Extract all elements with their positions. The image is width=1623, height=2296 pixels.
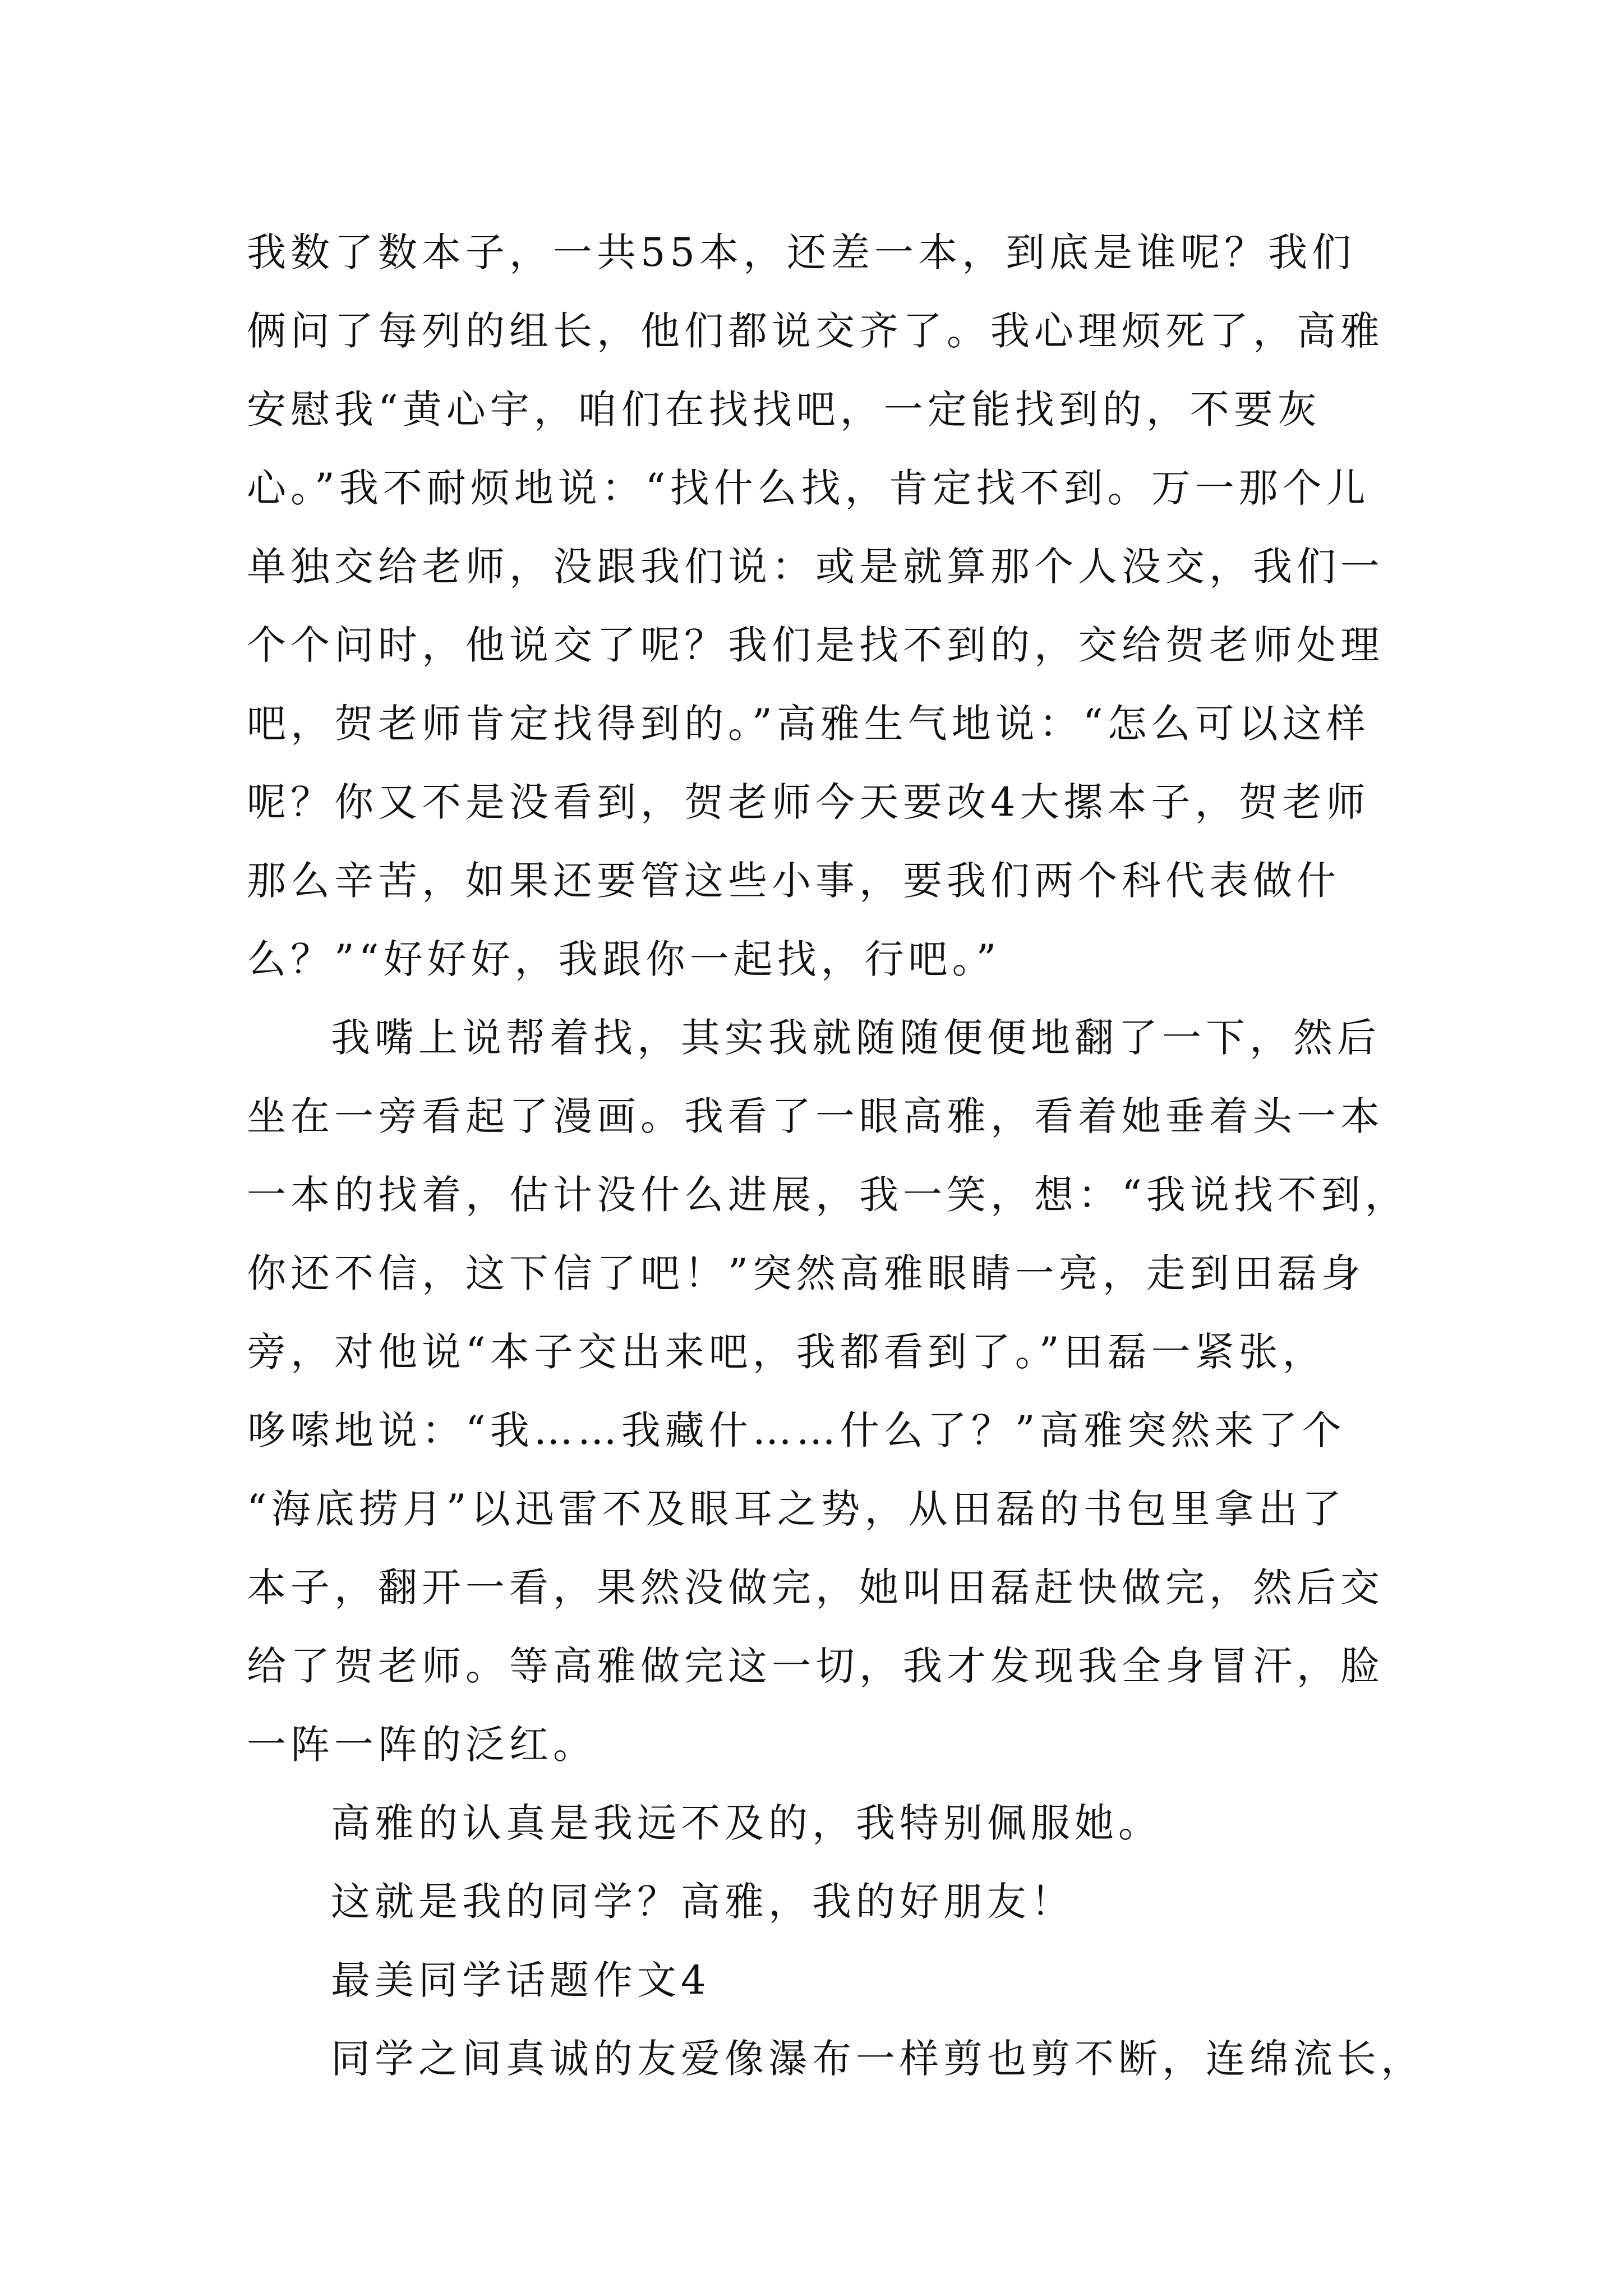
- text-line: 我数了数本子，一共55本，还差一本，到底是谁呢？我们: [247, 229, 1356, 275]
- text-line: 旁，对他说“本子交出来吧，我都看到了。”田磊一紧张，: [247, 1329, 1326, 1375]
- paragraph-start-line: 这就是我的同学？高雅，我的好朋友！: [331, 1879, 1075, 1925]
- text-line: 安慰我“黄心宇，咱们在找找吧，一定能找到的，不要灰: [247, 386, 1321, 432]
- text-line: 你还不信，这下信了吧！”突然高雅眼睛一亮，走到田磊身: [247, 1250, 1365, 1296]
- text-line: 坐在一旁看起了漫画。我看了一眼高雅，看着她垂着头一本: [247, 1093, 1384, 1139]
- text-line: 心。”我不耐烦地说：“找什么找，肯定找不到。万一那个儿: [247, 465, 1370, 511]
- paragraph-start-line: 同学之间真诚的友爱像瀑布一样剪也剪不断，连绵流长，: [331, 2036, 1424, 2082]
- text-line: 本子，翻开一看，果然没做完，她叫田磊赶快做完，然后交: [247, 1565, 1384, 1611]
- paragraph-start-line: 高雅的认真是我远不及的，我特别佩服她。: [331, 1800, 1162, 1846]
- essay-body: [247, 213, 1424, 2098]
- text-line: 一阵一阵的泛红。: [247, 1722, 597, 1768]
- text-line: 么？”“好好好，我跟你一起找，行吧。”: [247, 936, 1001, 982]
- text-line: 呢？你又不是没看到，贺老师今天要改4大摞本子，贺老师: [247, 779, 1370, 825]
- text-line: 俩问了每列的组长，他们都说交齐了。我心理烦死了，高雅: [247, 308, 1384, 354]
- text-line: 单独交给老师，没跟我们说：或是就算那个人没交，我们一: [247, 544, 1384, 590]
- text-line: 给了贺老师。等高雅做完这一切，我才发现我全身冒汗，脸: [247, 1643, 1384, 1689]
- text-line: 那么辛苦，如果还要管这些小事，要我们两个科代表做什: [247, 858, 1340, 904]
- text-line: 吧，贺老师肯定找得到的。”高雅生气地说：“怎么可以这样: [247, 701, 1370, 747]
- text-line: 个个问时，他说交了呢？我们是找不到的，交给贺老师处理: [247, 622, 1384, 668]
- text-line: 哆嗦地说：“我……我藏什……什么了？”高雅突然来了个: [247, 1407, 1346, 1453]
- text-line: “海底捞月”以迅雷不及眼耳之势，从田磊的书包里拿出了: [247, 1486, 1346, 1532]
- paragraph-start-line: 我嘴上说帮着找，其实我就随随便便地翻了一下，然后: [331, 1015, 1381, 1061]
- text-line: 一本的找着，估计没什么进展，我一笑，想：“我说找不到，: [247, 1172, 1409, 1218]
- section-title: 最美同学话题作文4: [331, 1957, 711, 2003]
